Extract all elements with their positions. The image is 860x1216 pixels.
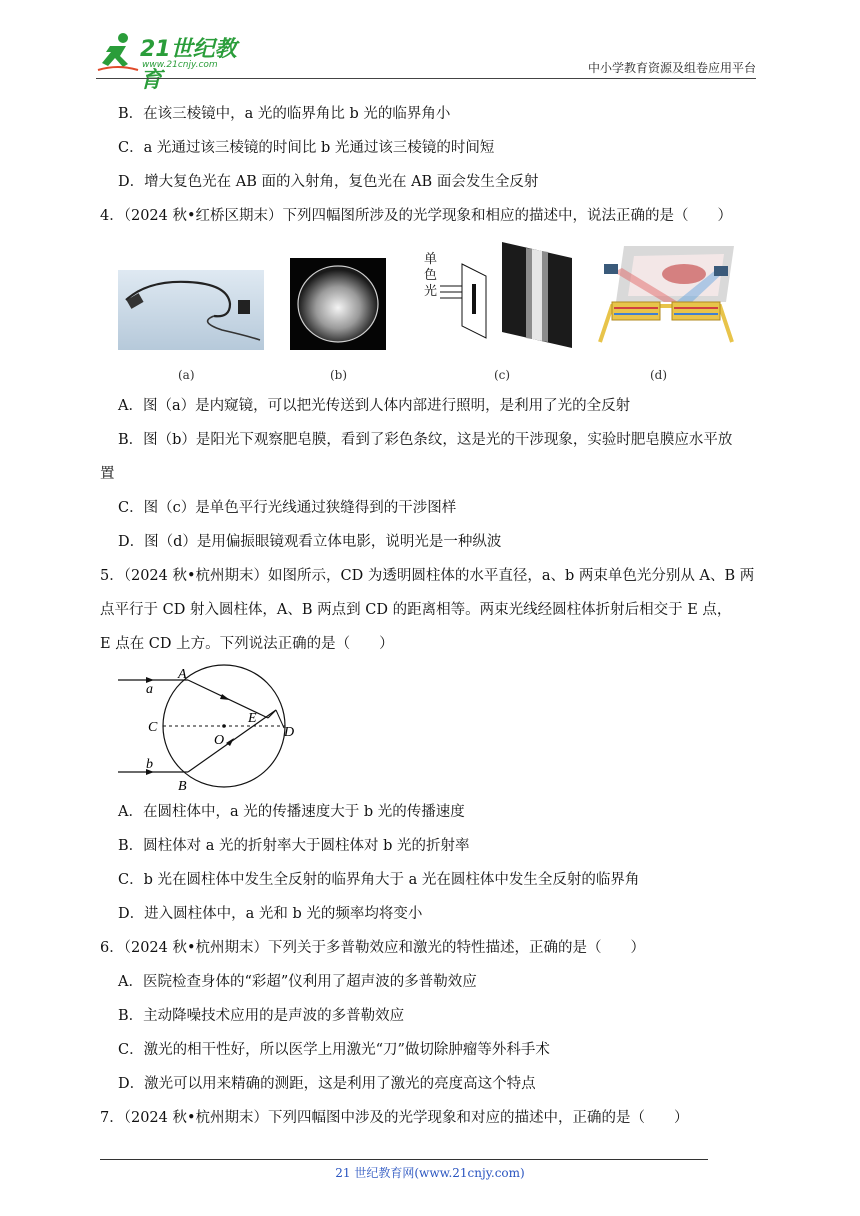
figure-a-caption: (a) [178,368,195,382]
logo-url: www.21cnjy.com [142,60,218,70]
q5-stem-2: 点平行于 CD 射入圆柱体，A、B 两点到 CD 的距离相等。两束光线经圆柱体折射后相交于 E 点， [100,602,732,618]
q4-option-b: B．图（b）是阳光下观察肥皂膜，看到了彩色条纹，这是光的干涉现象，实验时肥皂膜应水平放 [118,432,733,448]
point-e-label: E [248,711,257,726]
q4-option-c: C．图（c）是单色平行光线通过狭缝得到的干涉图样 [118,500,457,516]
footer-divider [100,1159,708,1160]
point-c-label: C [148,720,158,735]
q6-option-b: B．主动降噪技术应用的是声波的多普勒效应 [118,1008,405,1024]
q6-option-c: C．激光的相干性好，所以医学上用激光“刀”做切除肿瘤等外科手术 [118,1042,550,1058]
ray-a-label: a [146,682,153,697]
endoscope-image [118,270,264,350]
figure-b-caption: (b) [330,368,348,382]
point-b-label: B [178,779,187,794]
q7-stem: 7．（2024 秋•杭州期末）下列四幅图中涉及的光学现象和对应的描述中，正确的是（ ） [100,1110,689,1126]
q5-stem-3: E 点在 CD 上方。下列说法正确的是（ ） [100,636,394,652]
polarized-glasses-image [594,242,738,350]
point-d-label: D [284,725,295,740]
page-header [96,28,756,93]
q4-option-a: A．图（a）是内窥镜，可以把光传送到人体内部进行照明，是利用了光的全反射 [118,398,631,414]
footer-link[interactable]: 21 世纪教育网(www.21cnjy.com) [335,1166,525,1180]
figure-c-caption: (c) [494,368,511,382]
label-char-3: 光 [424,284,438,299]
figure-d-caption: (d) [650,368,668,382]
logo [96,28,256,93]
q3-option-c: C．a 光通过该三棱镜的时间比 b 光通过该三棱镜的时间短 [118,140,495,156]
label-char-2: 色 [424,268,438,283]
center-o-label: O [214,733,225,748]
q3-option-d: D．增大复色光在 AB 面的入射角，复色光在 AB 面会发生全反射 [118,174,539,190]
q5-option-b: B．圆柱体对 a 光的折射率大于圆柱体对 b 光的折射率 [118,838,470,854]
q4-figures [118,240,738,386]
q5-option-c: C．b 光在圆柱体中发生全反射的临界角大于 a 光在圆柱体中发生全反射的临界角 [118,872,640,888]
cylinder-refraction-diagram [116,664,306,796]
logo-text: 21世纪教育 [140,37,237,93]
runner-logo-icon [96,30,140,74]
ray-b-label: b [146,757,153,772]
q4-option-b-cont: 置 [100,466,115,482]
header-divider [96,78,756,79]
q4-option-d: D．图（d）是用偏振眼镜观看立体电影，说明光是一种纵波 [118,534,502,550]
platform-title: 中小学教育资源及组卷应用平台 [587,61,756,75]
single-color-light-label [424,252,437,300]
q3-option-b: B．在该三棱镜中，a 光的临界角比 b 光的临界角小 [118,106,451,122]
single-slit-diagram [440,240,580,356]
q5-option-d: D．进入圆柱体中，a 光和 b 光的频率均将变小 [118,906,423,922]
label-char-1: 单 [424,252,438,267]
q6-option-a: A．医院检查身体的“彩超”仪利用了超声波的多普勒效应 [118,974,477,990]
q4-stem: 4．（2024 秋•红桥区期末）下列四幅图所涉及的光学现象和相应的描述中，说法正确的是（ ） [100,208,733,224]
q6-option-d: D．激光可以用来精确的测距，这是利用了激光的亮度高这个特点 [118,1076,536,1092]
soap-film-image [290,258,386,350]
q6-stem: 6．（2024 秋•杭州期末）下列关于多普勒效应和激光的特性描述，正确的是（ ） [100,940,646,956]
q5-option-a: A．在圆柱体中，a 光的传播速度大于 b 光的传播速度 [118,804,465,820]
q5-stem-1: 5．（2024 秋•杭州期末）如图所示，CD 为透明圆柱体的水平直径，a、b 两束单色光分别从 A、B 两 [100,568,755,584]
point-a-label: A [178,667,187,682]
